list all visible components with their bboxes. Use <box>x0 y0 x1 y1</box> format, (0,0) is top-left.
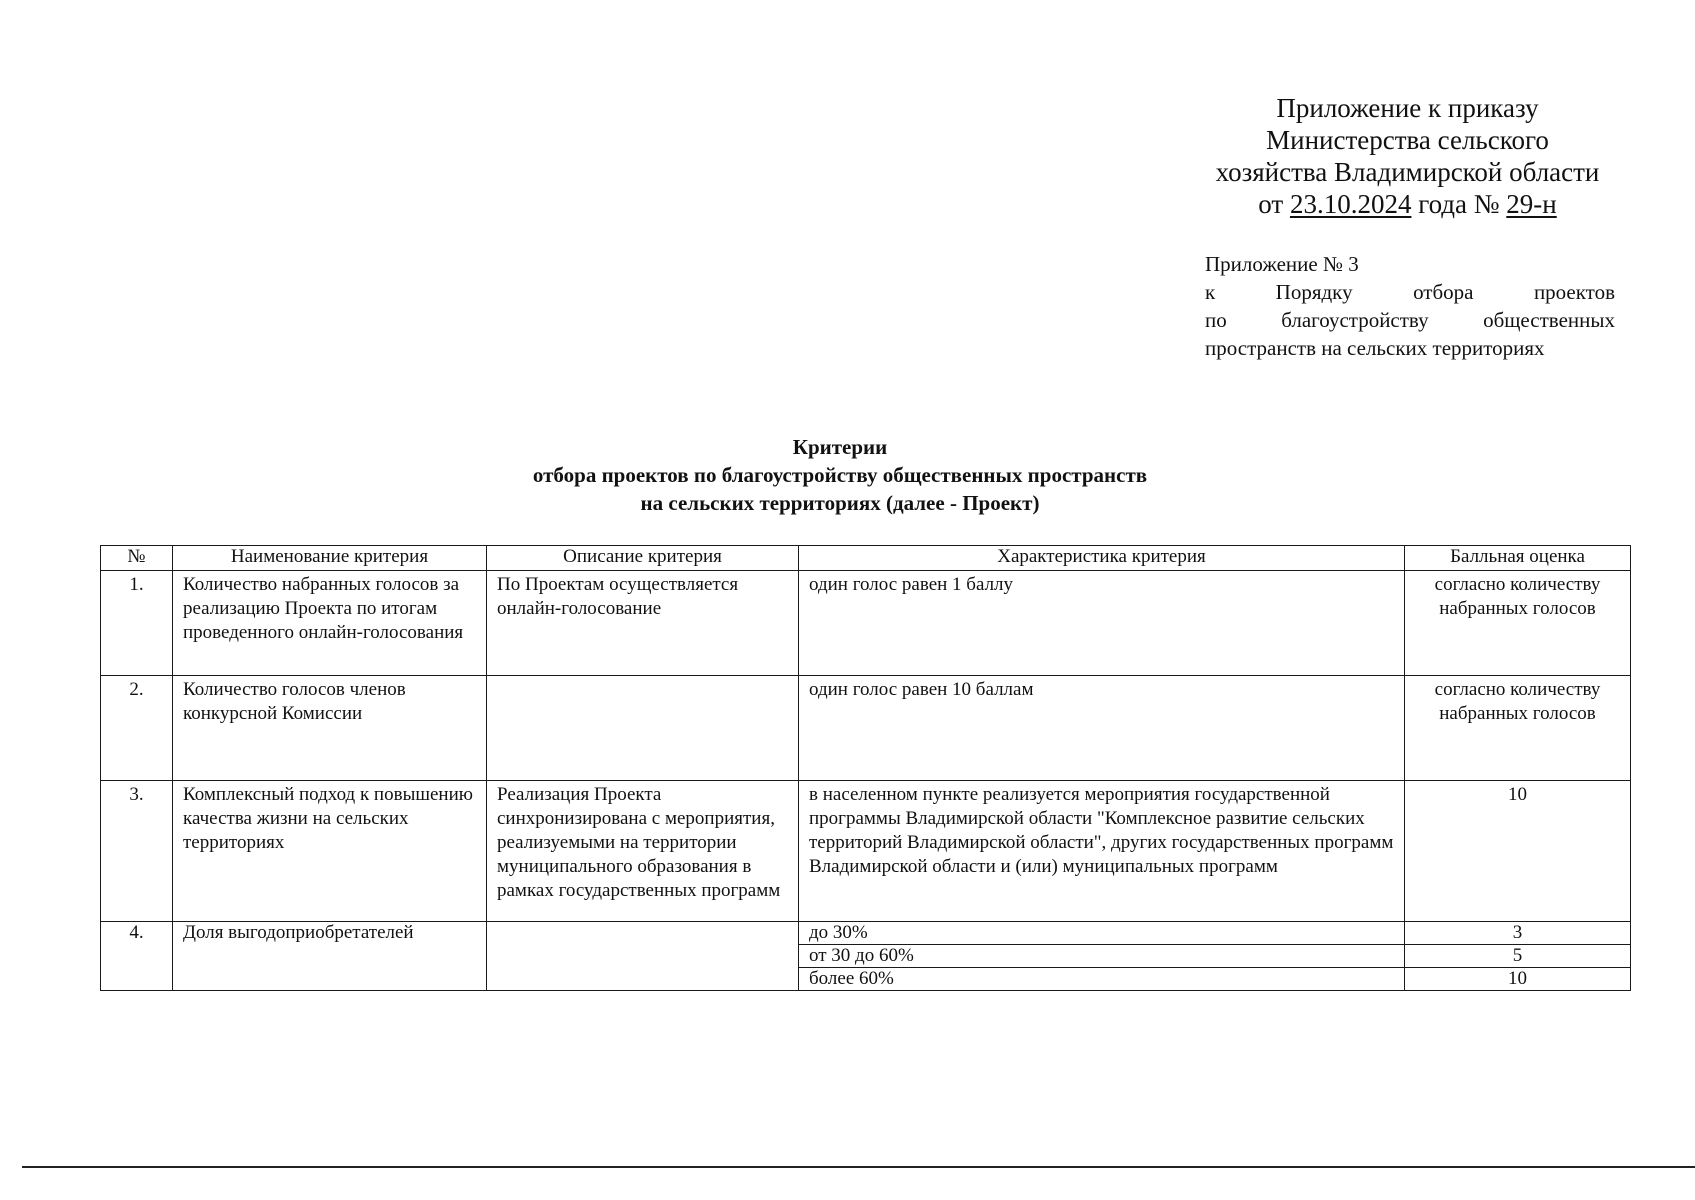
column-header-score: Балльная оценка <box>1405 546 1631 571</box>
appendix-word: отбора <box>1413 280 1474 304</box>
order-reference-line-1: Приложение к приказу <box>1276 93 1539 123</box>
criterion-characteristic: до 30% <box>799 922 1405 945</box>
criterion-score: 10 <box>1405 781 1631 922</box>
column-header-name: Наименование критерия <box>173 546 487 571</box>
criterion-score: 5 <box>1405 945 1631 968</box>
order-date: 23.10.2024 <box>1289 189 1412 219</box>
criterion-characteristic: более 60% <box>799 968 1405 991</box>
criteria-table <box>100 545 1631 991</box>
appendix-word: по <box>1205 308 1227 332</box>
criterion-name: Доля выгодоприобретателей <box>173 922 487 991</box>
criterion-characteristic: в населенном пункте реализуется мероприятия государственной программы Владимирской области "Комплексное развитие сельских территорий Владимирской области", других государственных программ Владимирской области и (или) муниципальных программ <box>799 781 1405 922</box>
criterion-name: Количество голосов членов конкурсной Комиссии <box>173 676 487 781</box>
order-number: 29-н <box>1506 189 1557 219</box>
criterion-characteristic: от 30 до 60% <box>799 945 1405 968</box>
appendix-line-3 <box>1205 306 1615 334</box>
table-row <box>101 676 1631 781</box>
criterion-characteristic: один голос равен 1 баллу <box>799 571 1405 676</box>
criterion-description: Реализация Проекта синхронизирована с мероприятия, реализуемыми на территории муниципального образования в рамках государственных программ <box>487 781 799 922</box>
column-header-characteristic: Характеристика критерия <box>799 546 1405 571</box>
criterion-score: согласно количеству набранных голосов <box>1405 676 1631 781</box>
criterion-description <box>487 676 799 781</box>
table-row <box>101 922 1631 945</box>
appendix-word: общественных <box>1483 308 1615 332</box>
criterion-name: Комплексный подход к повышению качества жизни на сельских территориях <box>173 781 487 922</box>
order-date-prefix: от <box>1258 189 1290 219</box>
criterion-score: согласно количеству набранных голосов <box>1405 571 1631 676</box>
column-header-description: Описание критерия <box>487 546 799 571</box>
table-row <box>101 781 1631 922</box>
appendix-line-4: пространств на сельских территориях <box>1205 336 1545 360</box>
appendix-word: Порядку <box>1275 280 1353 304</box>
row-number: 2. <box>101 676 173 781</box>
row-number: 3. <box>101 781 173 922</box>
row-number: 4. <box>101 922 173 991</box>
order-number-prefix: года № <box>1411 189 1507 219</box>
table-row <box>101 571 1631 676</box>
criterion-characteristic: один голос равен 10 баллам <box>799 676 1405 781</box>
column-header-number: № <box>101 546 173 571</box>
appendix-word: к <box>1205 280 1216 304</box>
appendix-reference <box>1205 250 1615 362</box>
criterion-score: 3 <box>1405 922 1631 945</box>
appendix-line-2 <box>1205 278 1615 306</box>
document-title-line-1: Критерии <box>792 435 888 459</box>
table-header-row <box>101 546 1631 571</box>
order-reference <box>1195 92 1620 220</box>
document-title <box>300 433 1380 517</box>
criterion-description: По Проектам осуществляется онлайн-голосование <box>487 571 799 676</box>
criterion-name: Количество набранных голосов за реализацию Проекта по итогам проведенного онлайн-голосования <box>173 571 487 676</box>
order-reference-line-3: хозяйства Владимирской области <box>1215 157 1600 187</box>
appendix-word: благоустройству <box>1281 308 1429 332</box>
appendix-line-1: Приложение № 3 <box>1205 252 1359 276</box>
order-reference-line-4 <box>1195 188 1620 220</box>
criterion-score: 10 <box>1405 968 1631 991</box>
appendix-word: проектов <box>1533 280 1615 304</box>
document-title-line-3: на сельских территориях (далее - Проект) <box>640 491 1040 515</box>
order-reference-line-2: Министерства сельского <box>1266 125 1549 155</box>
document-title-line-2: отбора проектов по благоустройству общественных пространств <box>532 463 1148 487</box>
page-bottom-divider <box>22 1166 1695 1168</box>
criterion-description <box>487 922 799 991</box>
row-number: 1. <box>101 571 173 676</box>
